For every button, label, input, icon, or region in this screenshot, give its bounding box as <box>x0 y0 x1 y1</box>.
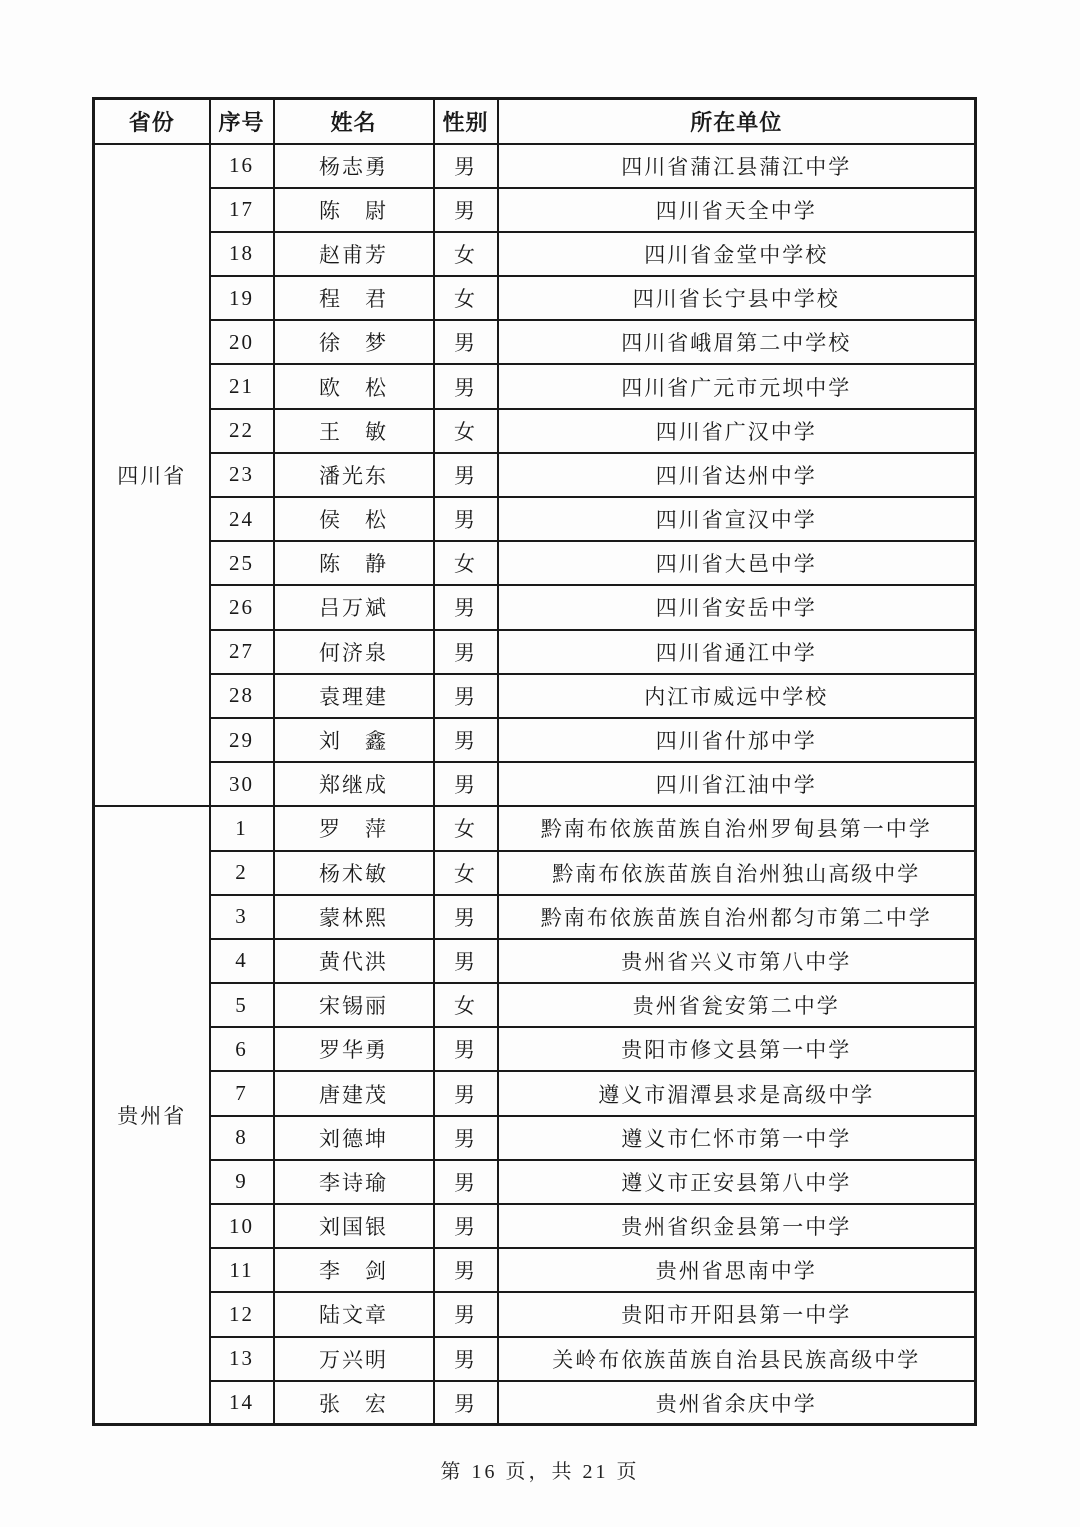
gender-cell: 女 <box>434 409 498 453</box>
index-cell: 1 <box>210 806 274 850</box>
table-row <box>94 541 976 585</box>
index-cell: 17 <box>210 188 274 232</box>
unit-cell: 黔南布依族苗族自治州都匀市第二中学 <box>498 895 976 939</box>
gender-cell: 男 <box>434 1027 498 1071</box>
index-cell: 14 <box>210 1381 274 1425</box>
table-row <box>94 497 976 541</box>
table-row <box>94 409 976 453</box>
unit-cell: 四川省通江中学 <box>498 630 976 674</box>
name-cell: 侯 松 <box>274 497 434 541</box>
index-cell: 6 <box>210 1027 274 1071</box>
gender-cell: 女 <box>434 851 498 895</box>
header-sex: 性别 <box>434 99 498 144</box>
gender-cell: 男 <box>434 320 498 364</box>
table-row <box>94 1337 976 1381</box>
name-cell: 蒙林熙 <box>274 895 434 939</box>
unit-cell: 贵阳市修文县第一中学 <box>498 1027 976 1071</box>
name-cell: 潘光东 <box>274 453 434 497</box>
unit-cell: 遵义市仁怀市第一中学 <box>498 1116 976 1160</box>
name-cell: 张 宏 <box>274 1381 434 1425</box>
unit-cell: 四川省达州中学 <box>498 453 976 497</box>
header-province: 省份 <box>94 99 210 144</box>
table-row <box>94 674 976 718</box>
unit-cell: 贵阳市开阳县第一中学 <box>498 1292 976 1336</box>
gender-cell: 男 <box>434 1337 498 1381</box>
table-row <box>94 1292 976 1336</box>
index-cell: 10 <box>210 1204 274 1248</box>
gender-cell: 男 <box>434 497 498 541</box>
table-row <box>94 276 976 320</box>
header-name: 姓名 <box>274 99 434 144</box>
name-cell: 刘国银 <box>274 1204 434 1248</box>
gender-cell: 男 <box>434 1116 498 1160</box>
gender-cell: 女 <box>434 983 498 1027</box>
page-number: 第 16 页，共 21 页 <box>440 1461 640 1483</box>
gender-cell: 女 <box>434 276 498 320</box>
unit-cell: 四川省天全中学 <box>498 188 976 232</box>
name-cell: 程 君 <box>274 276 434 320</box>
index-cell: 19 <box>210 276 274 320</box>
index-cell: 13 <box>210 1337 274 1381</box>
index-cell: 16 <box>210 144 274 188</box>
name-cell: 李诗瑜 <box>274 1160 434 1204</box>
unit-cell: 遵义市湄潭县求是高级中学 <box>498 1071 976 1115</box>
index-cell: 27 <box>210 630 274 674</box>
name-cell: 李 剑 <box>274 1248 434 1292</box>
table-row <box>94 364 976 408</box>
unit-cell: 四川省峨眉第二中学校 <box>498 320 976 364</box>
table-row <box>94 1027 976 1071</box>
index-cell: 30 <box>210 762 274 806</box>
table-row <box>94 453 976 497</box>
table-row <box>94 232 976 276</box>
name-cell: 宋锡丽 <box>274 983 434 1027</box>
name-cell: 王 敏 <box>274 409 434 453</box>
unit-cell: 四川省金堂中学校 <box>498 232 976 276</box>
unit-cell: 贵州省瓮安第二中学 <box>498 983 976 1027</box>
unit-cell: 遵义市正安县第八中学 <box>498 1160 976 1204</box>
gender-cell: 男 <box>434 718 498 762</box>
gender-cell: 男 <box>434 188 498 232</box>
index-cell: 3 <box>210 895 274 939</box>
table-row <box>94 806 976 850</box>
index-cell: 24 <box>210 497 274 541</box>
unit-cell: 四川省长宁县中学校 <box>498 276 976 320</box>
gender-cell: 男 <box>434 144 498 188</box>
index-cell: 21 <box>210 364 274 408</box>
gender-cell: 女 <box>434 232 498 276</box>
index-cell: 28 <box>210 674 274 718</box>
index-cell: 11 <box>210 1248 274 1292</box>
name-cell: 唐建茂 <box>274 1071 434 1115</box>
unit-cell: 关岭布依族苗族自治县民族高级中学 <box>498 1337 976 1381</box>
unit-cell: 黔南布依族苗族自治州罗甸县第一中学 <box>498 806 976 850</box>
unit-cell: 贵州省余庆中学 <box>498 1381 976 1425</box>
gender-cell: 男 <box>434 453 498 497</box>
table-row <box>94 1116 976 1160</box>
unit-cell: 四川省安岳中学 <box>498 585 976 629</box>
name-cell: 陈 静 <box>274 541 434 585</box>
index-cell: 8 <box>210 1116 274 1160</box>
index-cell: 18 <box>210 232 274 276</box>
unit-cell: 四川省广元市元坝中学 <box>498 364 976 408</box>
roster-table <box>92 97 977 1426</box>
table-row <box>94 1204 976 1248</box>
index-cell: 2 <box>210 851 274 895</box>
unit-cell: 四川省什邡中学 <box>498 718 976 762</box>
gender-cell: 男 <box>434 762 498 806</box>
unit-cell: 四川省大邑中学 <box>498 541 976 585</box>
unit-cell: 四川省广汉中学 <box>498 409 976 453</box>
name-cell: 欧 松 <box>274 364 434 408</box>
gender-cell: 男 <box>434 1071 498 1115</box>
name-cell: 郑继成 <box>274 762 434 806</box>
table-row <box>94 939 976 983</box>
name-cell: 吕万斌 <box>274 585 434 629</box>
province-cell: 贵州省 <box>94 806 210 1425</box>
index-cell: 26 <box>210 585 274 629</box>
table-row <box>94 851 976 895</box>
table-row <box>94 895 976 939</box>
index-cell: 29 <box>210 718 274 762</box>
index-cell: 7 <box>210 1071 274 1115</box>
index-cell: 23 <box>210 453 274 497</box>
name-cell: 罗 萍 <box>274 806 434 850</box>
name-cell: 刘德坤 <box>274 1116 434 1160</box>
name-cell: 赵甫芳 <box>274 232 434 276</box>
gender-cell: 女 <box>434 541 498 585</box>
index-cell: 9 <box>210 1160 274 1204</box>
header-no: 序号 <box>210 99 274 144</box>
table-row <box>94 1071 976 1115</box>
unit-cell: 内江市威远中学校 <box>498 674 976 718</box>
index-cell: 25 <box>210 541 274 585</box>
gender-cell: 男 <box>434 1204 498 1248</box>
table-row <box>94 320 976 364</box>
unit-cell: 四川省宣汉中学 <box>498 497 976 541</box>
table-row <box>94 630 976 674</box>
table-row <box>94 188 976 232</box>
table-row <box>94 585 976 629</box>
gender-cell: 男 <box>434 585 498 629</box>
unit-cell: 贵州省织金县第一中学 <box>498 1204 976 1248</box>
table-row <box>94 1381 976 1425</box>
table-row <box>94 144 976 188</box>
name-cell: 徐 梦 <box>274 320 434 364</box>
unit-cell: 贵州省兴义市第八中学 <box>498 939 976 983</box>
unit-cell: 贵州省思南中学 <box>498 1248 976 1292</box>
gender-cell: 女 <box>434 806 498 850</box>
province-cell: 四川省 <box>94 144 210 807</box>
unit-cell: 四川省江油中学 <box>498 762 976 806</box>
table-row <box>94 762 976 806</box>
name-cell: 陈 尉 <box>274 188 434 232</box>
index-cell: 5 <box>210 983 274 1027</box>
name-cell: 万兴明 <box>274 1337 434 1381</box>
gender-cell: 男 <box>434 1292 498 1336</box>
name-cell: 黄代洪 <box>274 939 434 983</box>
table-row <box>94 1160 976 1204</box>
gender-cell: 男 <box>434 939 498 983</box>
index-cell: 22 <box>210 409 274 453</box>
name-cell: 刘 鑫 <box>274 718 434 762</box>
unit-cell: 黔南布依族苗族自治州独山高级中学 <box>498 851 976 895</box>
gender-cell: 男 <box>434 1160 498 1204</box>
gender-cell: 男 <box>434 364 498 408</box>
name-cell: 杨术敏 <box>274 851 434 895</box>
index-cell: 12 <box>210 1292 274 1336</box>
unit-cell: 四川省蒲江县蒲江中学 <box>498 144 976 188</box>
name-cell: 袁理建 <box>274 674 434 718</box>
header-row <box>94 99 976 144</box>
table-row <box>94 983 976 1027</box>
gender-cell: 男 <box>434 1248 498 1292</box>
header-unit: 所在单位 <box>498 99 976 144</box>
index-cell: 4 <box>210 939 274 983</box>
table-row <box>94 718 976 762</box>
name-cell: 何济泉 <box>274 630 434 674</box>
name-cell: 陆文章 <box>274 1292 434 1336</box>
gender-cell: 男 <box>434 674 498 718</box>
gender-cell: 男 <box>434 1381 498 1425</box>
table-body <box>94 144 976 1425</box>
gender-cell: 男 <box>434 630 498 674</box>
index-cell: 20 <box>210 320 274 364</box>
name-cell: 罗华勇 <box>274 1027 434 1071</box>
name-cell: 杨志勇 <box>274 144 434 188</box>
gender-cell: 男 <box>434 895 498 939</box>
table-row <box>94 1248 976 1292</box>
